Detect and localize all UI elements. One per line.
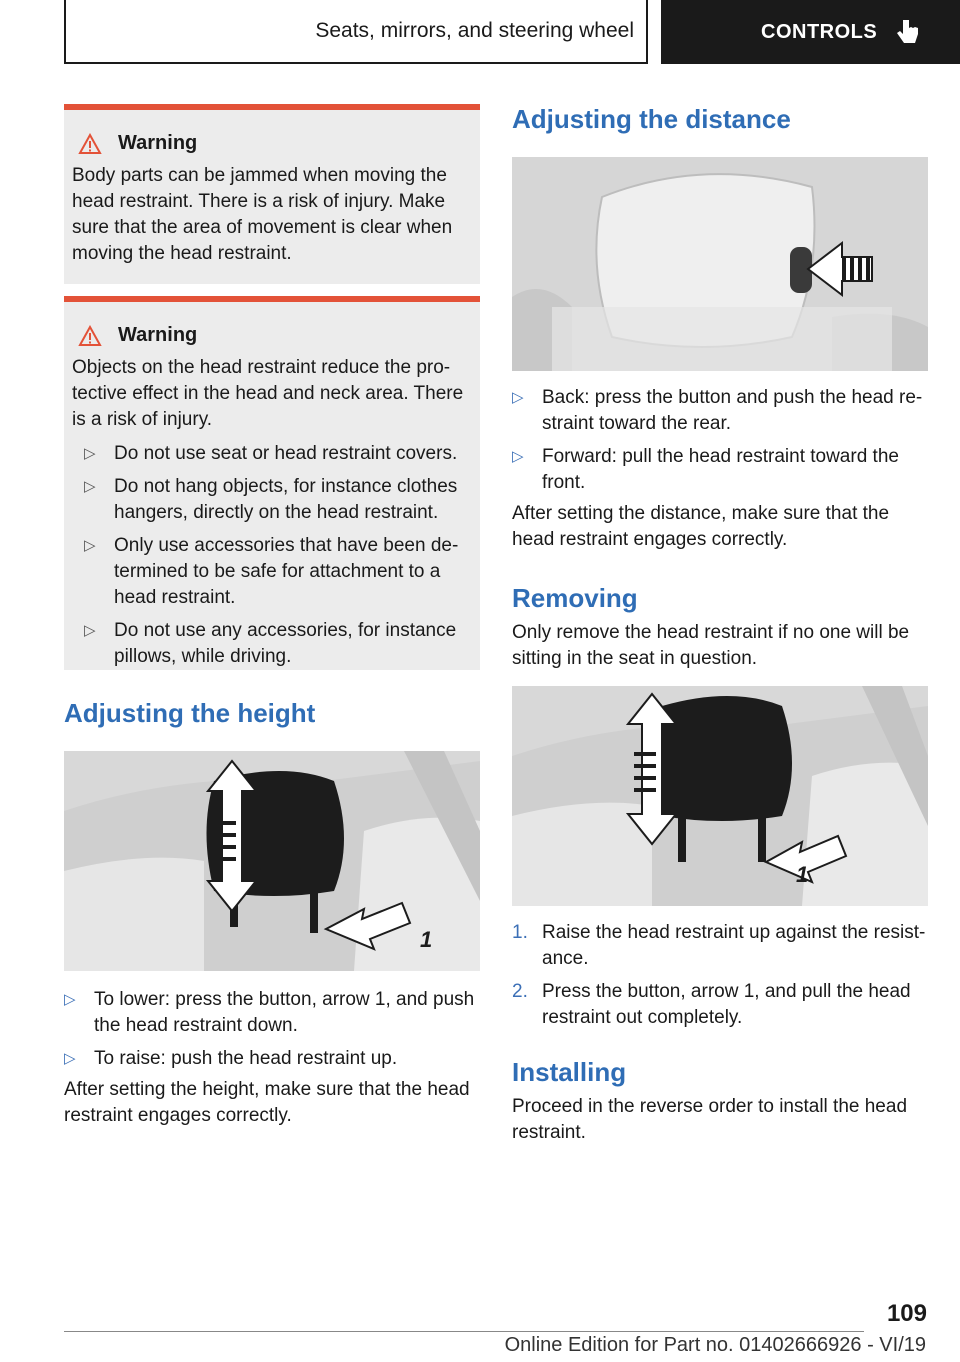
list-item: ▷ Only use accessories that have been de-termined to be safe for attachment to a head restraint.	[84, 535, 459, 608]
list-item: 1. Raise the head restraint up against the resist-ance.	[512, 922, 926, 969]
page-number: 109	[886, 1300, 927, 1327]
head-restraint-removal-illustration	[512, 686, 928, 906]
arrow-label-1: 1	[420, 927, 433, 952]
heading-adjusting-height: Adjusting the height	[64, 698, 316, 728]
warning-box-2	[64, 296, 480, 670]
right-column	[512, 104, 928, 1146]
heading-adjusting-distance: Adjusting the distance	[512, 104, 791, 134]
warning-triangle-icon	[78, 325, 102, 347]
warning-triangle-icon	[78, 133, 102, 155]
heading-installing: Installing	[512, 1057, 627, 1087]
list-item: 2. Press the button, arrow 1, and pull the head restraint out completely.	[512, 981, 911, 1028]
left-column	[64, 104, 480, 1129]
height-after-text: After setting the height, make sure that the head restraint engages correctly.	[64, 1079, 470, 1126]
list-item: ▷ Forward: pull the head restraint toward the front.	[512, 446, 899, 493]
distance-list	[512, 385, 928, 496]
list-item: ▷ To raise: push the head restraint up.	[64, 1048, 398, 1069]
head-restraint-distance-illustration	[512, 157, 928, 371]
installing-text: Proceed in the reverse order to install the head restraint.	[512, 1096, 908, 1143]
figure-removing	[512, 686, 928, 906]
warning-list	[72, 441, 470, 670]
arrow-label-1: 1	[796, 862, 809, 887]
warning-title-2: Warning	[72, 324, 470, 347]
footer-divider	[64, 1331, 864, 1332]
section-title-box	[64, 0, 648, 64]
distance-after-text: After setting the distance, make sure that the head restraint engages correctly.	[512, 503, 890, 550]
list-item: ▷ Do not hang objects, for instance clothes hangers, directly on the head restraint.	[84, 476, 458, 523]
figure-distance-adjust	[512, 157, 928, 371]
head-restraint-height-illustration	[64, 751, 480, 971]
list-item: ▷ Do not use any accessories, for instance pillows, while driving.	[84, 620, 457, 667]
chapter-tab[interactable]	[661, 0, 960, 64]
removing-steps	[512, 920, 928, 1031]
chapter-title: CONTROLS	[761, 20, 878, 43]
footer-edition: Online Edition for Part no. 01402666926 - VI/19	[504, 1334, 926, 1356]
height-list	[64, 987, 480, 1072]
list-item: ▷ Do not use seat or head restraint covers.	[84, 443, 458, 464]
list-item: ▷ Back: press the button and push the head re-straint toward the rear.	[512, 387, 923, 434]
heading-removing: Removing	[512, 583, 638, 613]
warning-title-1: Warning	[72, 132, 470, 155]
hand-pointer-icon	[895, 18, 921, 46]
warning-text-1: Body parts can be jammed when moving the head restraint. There is a risk of injury. Make sure that the area of movement is clear when moving the head restraint.	[72, 165, 453, 264]
warning-box-1	[64, 104, 480, 284]
list-item: ▷ To lower: press the button, arrow 1, and push the head restraint down.	[64, 989, 475, 1036]
section-title: Seats, mirrors, and steering wheel	[315, 19, 634, 42]
removing-intro: Only remove the head restraint if no one will be sitting in the seat in question.	[512, 622, 910, 669]
warning-text-2: Objects on the head restraint reduce the pro-tective effect in the head and neck area. There is a risk of injury.	[72, 357, 464, 430]
figure-height-adjust	[64, 751, 480, 971]
